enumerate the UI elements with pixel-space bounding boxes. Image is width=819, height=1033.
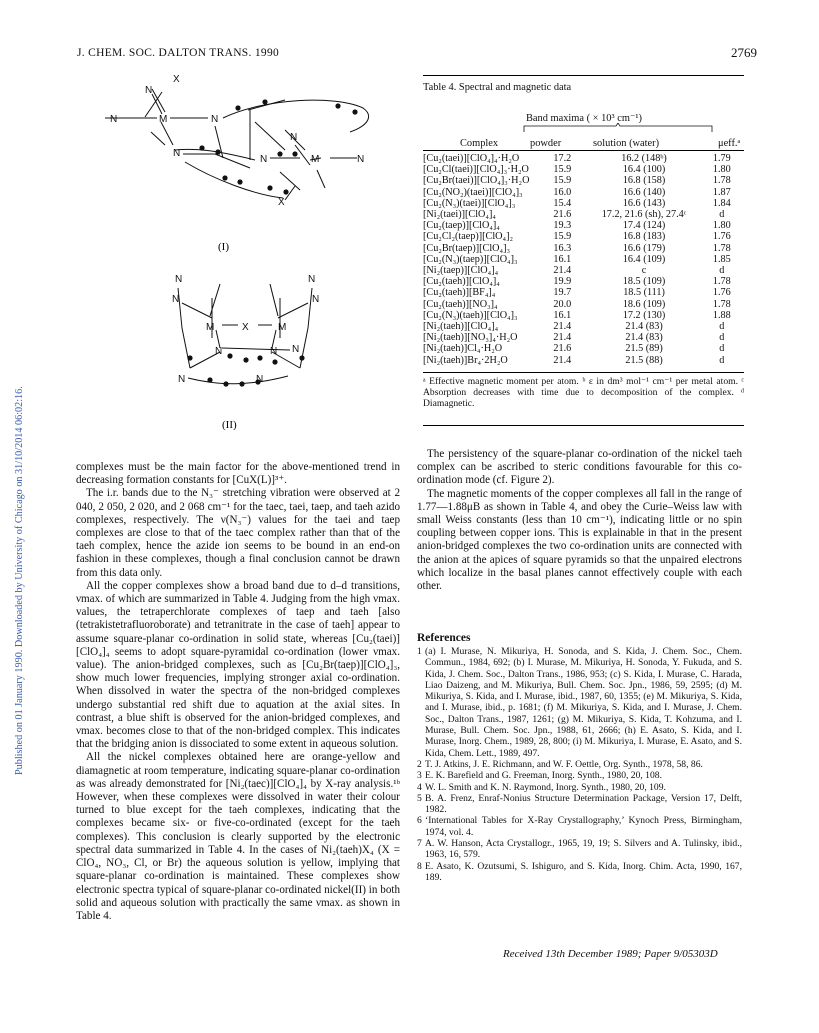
table-row <box>423 343 744 354</box>
reference-text: A. W. Hanson, Acta Crystallogr., 1965, 19, 19; S. Silvers and A. Tulinsky, ibid., 1963, 16, 579. <box>425 838 742 861</box>
table-row <box>423 265 744 276</box>
table-cell-powder: 21.6 <box>553 209 572 221</box>
table-cell-mu: d <box>719 209 725 221</box>
table-cell-mu: d <box>719 321 725 333</box>
table-cell-powder: 21.4 <box>553 332 572 344</box>
table-cell-complex: [Ni₂(taeh)]Br₄·2H₂O <box>423 354 508 366</box>
reference-item <box>417 770 742 781</box>
table-cell-complex: [Cu₂(taeh)][NO₃]₄ <box>423 298 498 310</box>
fig1-label: X <box>173 74 180 85</box>
table-cell-powder: 19.7 <box>553 287 572 299</box>
table-cell-mu: 1.78 <box>712 298 731 310</box>
table-cell-complex: [Ni₂(taeh)][NO₃]₄·H₂O <box>423 332 518 344</box>
fig2-label: N <box>215 346 223 357</box>
reference-text: T. J. Atkins, J. E. Richmann, and W. F. Oettle, Org. Synth., 1978, 58, 86. <box>425 758 703 770</box>
table-cell-mu: d <box>719 354 725 366</box>
table-row <box>423 243 744 254</box>
reference-text: E. K. Barefield and G. Freeman, Inorg. Synth., 1980, 20, 108. <box>425 770 662 782</box>
paragraph: The magnetic moments of the copper complexes all fall in the range of 1.77—1.88μB as shown in Table 4, and obey the Curie–Weiss law with small Weiss constants (less than 10 cm⁻¹), indicating little or no spin coupling between copper ions. This is explainable in that in the present anion-bridged complexes the two co-ordination units are connected with the anion at the apices of square pyramids so that the unpaired electrons which localize in the basal planes cannot effectively couple with each other. <box>417 487 742 593</box>
paragraph: The persistency of the square-planar co-ordination of the nickel taeh complex can be ascribed to steric conditions favourable for this co-ordination mode (cf. Figure 2). <box>417 448 742 487</box>
table-row <box>423 321 744 332</box>
paragraph: complexes must be the main factor for the above-mentioned trend in decreasing formation constants for [CuX(L)]³⁺. <box>76 461 400 487</box>
table-band-header: Band maxima ( × 10³ cm⁻¹) <box>526 113 642 124</box>
table-top-rule <box>423 75 744 76</box>
fig1-label: N <box>145 85 153 96</box>
table-cell-solution: 21.5 (88) <box>625 354 663 366</box>
received-note: Received 13th December 1989; Paper 9/05303D <box>503 948 718 960</box>
structure-figure-2 <box>160 268 330 433</box>
table-cell-powder: 19.3 <box>553 220 572 232</box>
table-cell-complex: [Cu₂(N₃)(taei)][ClO₄]₃ <box>423 197 516 209</box>
table-cell-solution: 16.6 (179) <box>622 242 666 254</box>
fig1-label: N <box>110 114 118 125</box>
fig1-label: N <box>211 114 219 125</box>
reference-item <box>417 793 742 816</box>
table-cell-complex: [Cu₂(N₃)(taeh)][ClO₄]₃ <box>423 309 518 321</box>
sidebar-text: Published on 01 January 1990. Downloaded by University of Chicago on 31/10/2014 06:02:16. <box>14 386 25 775</box>
table-cell-solution: 21.5 (89) <box>625 343 663 355</box>
left-column <box>76 461 400 923</box>
reference-text: B. A. Frenz, Enraf-Nonius Structure Determination Package, Version 17, Delft, 1982. <box>425 792 742 816</box>
table-cell-solution: 17.2 (130) <box>622 309 666 321</box>
fig1-label: M <box>159 114 168 125</box>
table-cell-mu: 1.79 <box>712 153 731 164</box>
table-cell-complex: [Cu₂(taeh)][ClO₄]₄ <box>423 276 500 288</box>
col-complex-header: Complex <box>460 138 499 149</box>
reference-number: 1 <box>417 646 422 657</box>
figure-1-caption: (I) <box>218 241 229 253</box>
table-cell-complex: [Cu₂(taep)][ClO₄]₄ <box>423 220 500 232</box>
col-powder-header: powder <box>530 138 562 149</box>
table-cell-solution: 16.8 (183) <box>622 231 666 243</box>
table-cell-mu: 1.84 <box>712 197 731 209</box>
table-row <box>423 198 744 209</box>
table-cell-powder: 16.1 <box>553 309 572 321</box>
table-cell-powder: 17.2 <box>553 153 572 164</box>
table-cell-complex: [Ni₂(taep)][ClO₄]₄ <box>423 265 499 277</box>
table-row <box>423 287 744 298</box>
table-cell-solution: 16.6 (143) <box>622 197 666 209</box>
table-cell-mu: 1.87 <box>712 186 731 198</box>
reference-item <box>417 861 742 884</box>
fig2-label: N <box>172 294 180 305</box>
table-cell-mu: 1.78 <box>712 276 731 288</box>
table-cell-powder: 16.1 <box>553 253 572 265</box>
reference-item <box>417 782 742 793</box>
table-cell-powder: 16.3 <box>553 242 572 254</box>
table-cell-powder: 21.4 <box>553 265 572 277</box>
reference-number: 5 <box>417 792 422 804</box>
table-cell-complex: [Cu₂Cl₂(taep)][ClO₄]₂ <box>423 231 514 243</box>
table-cell-complex: [Cu₂Br(taei)][ClO₄]₃·H₂O <box>423 175 530 187</box>
table-cell-complex: [Ni₂(taeh)][ClO₄]₄ <box>423 321 499 333</box>
fig2-label: N <box>270 346 278 357</box>
table-cell-mu: 1.78 <box>712 175 731 187</box>
table-cell-solution: 16.4 (100) <box>622 164 666 176</box>
references-list <box>417 646 742 883</box>
fig1-label: N <box>357 154 365 165</box>
right-column <box>417 448 742 593</box>
table-cell-mu: d <box>719 343 725 355</box>
table-cell-complex: [Cu₂(taei)][ClO₄]₄·H₂O <box>423 153 520 164</box>
table-row <box>423 209 744 220</box>
reference-number: 8 <box>417 860 422 872</box>
table-row <box>423 175 744 186</box>
table-cell-powder: 20.0 <box>553 298 572 310</box>
fig2-label: M <box>206 322 215 333</box>
fig1-label: N <box>290 132 298 143</box>
table-footnote: ᵃ Effective magnetic moment per atom. ᵇ ε in dm³ mol⁻¹ cm⁻¹ per metal atom. ᶜ Absorption decreases with time due to decomposition of the complex. ᵈ Diamagnetic. <box>423 376 744 410</box>
table-cell-mu: 1.76 <box>712 231 731 243</box>
table-cell-solution: 16.8 (158) <box>622 175 666 187</box>
table-row <box>423 310 744 321</box>
table-cell-solution: 21.4 (83) <box>625 332 663 344</box>
reference-text: ‘International Tables for X-Ray Crystallography,’ Kynoch Press, Birmingham, 1974, vol. 4. <box>425 815 742 838</box>
fig1-label: M <box>311 154 320 165</box>
table-cell-solution: 16.6 (140) <box>622 186 666 198</box>
table-cell-powder: 15.9 <box>553 231 572 243</box>
fig2-label: N <box>308 274 316 285</box>
reference-item <box>417 646 742 759</box>
reference-number: 6 <box>417 815 422 827</box>
table-cell-solution: 17.2, 21.6 (sh), 27.4ᶜ <box>601 209 687 221</box>
fig1-label: N <box>173 148 181 159</box>
figure-2-caption: (II) <box>222 419 237 431</box>
table-row <box>423 299 744 310</box>
reference-number: 4 <box>417 781 422 793</box>
reference-number: 7 <box>417 838 422 850</box>
table-row <box>423 153 744 164</box>
table-cell-mu: 1.85 <box>712 253 731 265</box>
reference-item <box>417 759 742 770</box>
table-row <box>423 276 744 287</box>
table-row <box>423 231 744 242</box>
table-row <box>423 254 744 265</box>
table-cell-solution: 18.5 (111) <box>623 287 665 299</box>
fig2-label: N <box>175 274 183 285</box>
table-cell-mu: d <box>719 265 725 277</box>
table-cell-solution: 18.5 (109) <box>622 276 666 288</box>
table-cell-powder: 15.9 <box>553 164 572 176</box>
page-number: 2769 <box>731 45 757 60</box>
paragraph: All the nickel complexes obtained here are orange-yellow and diamagnetic at room temperature, indicating square-planar co-ordination as was already demonstrated for [Ni₂(taec)][ClO₄]₄ by X-ray analysis.¹ᵇ However, when these complexes were dissolved in water their colour turned to blue except for the taeh complexes, indicating that the complexes became six- or five-co-ordinated (except for the taeh complexes). This conclusion is clearly supported by the electronic spectral data summarized in Table 4. In the cases of Ni₂(taeh)X₄ (X = ClO₄, NO₃, Cl, or Br) the aqueous solution is yellow, implying that square-planar co-ordination is maintained. These complexes show electronic spectra typical of square-planar co-ordinated nickel(II) in both solid and aqueous solution with practically the same νmax. as shown in Table 4. <box>76 751 400 922</box>
table-cell-powder: 15.4 <box>553 197 572 209</box>
table-cell-mu: 1.88 <box>712 309 731 321</box>
references-heading: References <box>417 632 471 644</box>
table-title: Table 4. Spectral and magnetic data <box>423 82 572 93</box>
table-cell-powder: 16.0 <box>553 186 572 198</box>
table-row <box>423 332 744 343</box>
table-row <box>423 220 744 231</box>
table-row <box>423 355 744 366</box>
fig1-label: X <box>278 197 285 208</box>
table-cell-powder: 21.4 <box>553 321 572 333</box>
reference-item <box>417 815 742 838</box>
table-cell-complex: [Ni₂(taeh)]Cl₄·H₂O <box>423 343 503 355</box>
download-sidebar-note <box>4 215 25 775</box>
table-header-rule <box>423 150 744 151</box>
reference-text: (a) I. Murase, N. Mikuriya, H. Sonoda, and S. Kida, J. Chem. Soc., Chem. Commun., 1984, 692; (b) I. Murase, M. Mikuriya, H. Sonoda, Y. Fukuda, and S. Kida, J. Chem. Soc., Dalton Trans., 1986, 953; (c) S. Kida, I. Murase, C. Harada, Liao Daizeng, and M. Mikuriya, Bull. Chem. Soc. Jpn., 1986, 59, 2595; (d) M. Mikuriya, S. Kida, and I. Murase, ibid., 1987, 60, 1355; (e) M. Mikuriya, S. Kida, and I. Murase, ibid., p. 1681; (f) M. Mikuriya, S. Kida, and I. Murase, J. Chem. Soc., Dalton Trans., 1987, 1261; (g) M. Mikuriya, S. Kida, T. Kohzuma, and I. Murase, Bull. Chem. Soc. Jpn., 1988, 61, 2666; (h) E. Asato, S. Kida, and I. Murase, Inorg. Chem., 1989, 28, 800; (i) M. Mikuriya, I. Murase, E. Asato, and S. Kida, Chem. Lett., 1989, 497. <box>425 646 742 759</box>
table-cell-complex: [Cu₂Br(taep)][ClO₄]₃ <box>423 242 511 254</box>
table-cell-solution: 16.4 (109) <box>622 253 666 265</box>
table-cell-solution: c <box>641 265 647 277</box>
structure-figure-1 <box>105 70 375 285</box>
reference-item <box>417 838 742 861</box>
table-cell-solution: 21.4 (83) <box>625 321 663 333</box>
reference-text: E. Asato, K. Ozutsumi, S. Ishiguro, and S. Kida, Inorg. Chim. Acta, 1990, 167, 189. <box>425 860 742 883</box>
spectral-table <box>423 153 744 366</box>
table-cell-mu: 1.76 <box>712 287 731 299</box>
table-cell-complex: [Cu₂(NO₂)(taei)][ClO₄]₃ <box>423 186 523 198</box>
journal-header: J. CHEM. SOC. DALTON TRANS. 1990 <box>77 47 280 59</box>
table-cell-solution: 16.2 (148ᵇ) <box>621 153 667 164</box>
table-cell-complex: [Ni₂(taei)][ClO₄]₄ <box>423 209 496 221</box>
fig2-label: M <box>278 322 287 333</box>
table-cell-complex: [Cu₂(N₃)(taep)][ClO₄]₃ <box>423 253 518 265</box>
table-row <box>423 187 744 198</box>
table-cell-complex: [Cu₂Cl(taei)][ClO₄]₃·H₂O <box>423 164 529 176</box>
fig2-label: N <box>312 294 320 305</box>
paragraph: The i.r. bands due to the N₃⁻ stretching vibration were observed at 2 040, 2 050, 2 020, and 2 068 cm⁻¹ for the taec, taei, taep, and taeh azido complexes, respectively. The ν(N₃⁻) values for the taei and taep complexes are close to that of the taec complex rather than that of the taeh complex, hence the azide ion seems to be bound in an end-on fashion in these complexes, though a final conclusion cannot be drawn from this data only. <box>76 487 400 579</box>
band-brace <box>522 123 714 133</box>
fig2-label: N <box>178 374 186 385</box>
table-cell-solution: 18.6 (109) <box>622 298 666 310</box>
reference-number: 2 <box>417 758 422 770</box>
col-mu-header: μeff.ᵃ <box>718 138 741 149</box>
fig2-label: N <box>256 374 264 385</box>
fig2-label: X <box>242 322 249 333</box>
fig2-label: N <box>292 344 300 355</box>
table-cell-powder: 21.6 <box>553 343 572 355</box>
table-cell-powder: 15.9 <box>553 175 572 187</box>
table-cell-mu: 1.78 <box>712 242 731 254</box>
table-cell-mu: d <box>719 332 725 344</box>
reference-text: W. L. Smith and K. N. Raymond, Inorg. Synth., 1980, 20, 109. <box>425 781 666 793</box>
table-cell-powder: 19.9 <box>553 276 572 288</box>
table-cell-mu: 1.80 <box>712 220 731 232</box>
table-row <box>423 164 744 175</box>
table-end-rule <box>423 425 744 426</box>
reference-number: 3 <box>417 770 422 782</box>
paragraph: All the copper complexes show a broad band due to d–d transitions, νmax. of which are summarized in Table 4. Judging from the high νmax. values, the tetraperchlorate complexes of taep and taeh [also (tetrakistetrafluoroborate) and tetranitrate in the case of taeh] appear to assume square-planar co-ordination in solid state, whereas [Cu₂(taei)][ClO₄]₄ seems to adopt square-pyramidal co-ordination (lower νmax. value). The anion-bridged complexes, such as [Cu₂Br(taep)][ClO₄]₃, show much lower frequencies, implying stronger axial co-ordination. When dissolved in water the spectra of the non-bridged complexes undergo substantial red shift due to aquation at the axial sites. In contrast, a blue shift is observed for the anion-bridged complexes, and νmax. becomes close to that of the non-bridged complex. This indicates that the bridging anion is dissociated to some extent in aqueous solution. <box>76 579 400 751</box>
table-bottom-rule <box>423 372 744 373</box>
col-solution-header: solution (water) <box>593 138 660 149</box>
fig1-label: N <box>260 154 268 165</box>
table-cell-complex: [Cu₂(taeh)][BF₄]₄ <box>423 287 496 299</box>
table-cell-mu: 1.80 <box>712 164 731 176</box>
table-cell-powder: 21.4 <box>553 354 572 366</box>
table-cell-solution: 17.4 (124) <box>622 220 666 232</box>
